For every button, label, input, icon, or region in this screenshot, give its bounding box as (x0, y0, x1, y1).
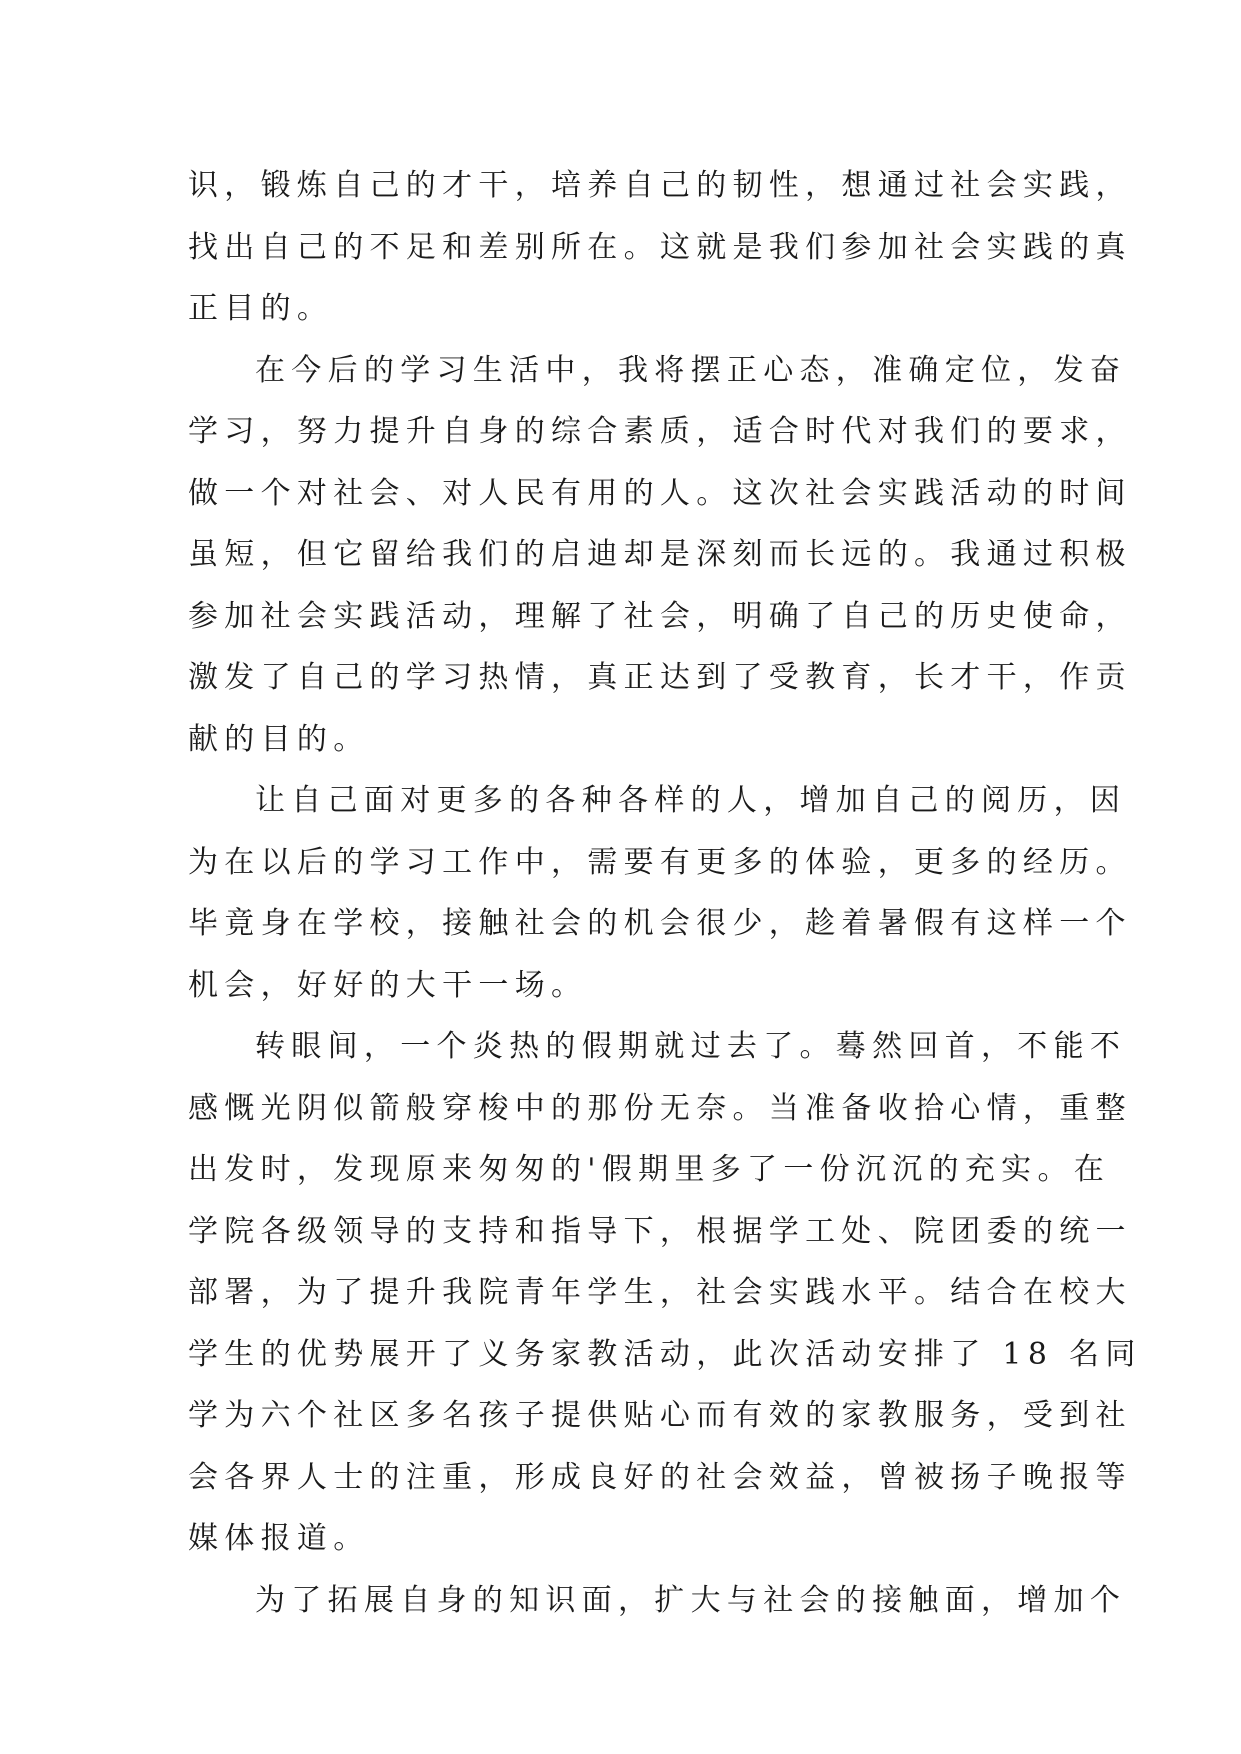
text-line: 让自己面对更多的各种各样的人，增加自己的阅历，因 (255, 783, 1127, 818)
text-line: 为在以后的学习工作中，需要有更多的体验，更多的经历。 (188, 844, 1132, 880)
text-line: 感慨光阴似箭般穿梭中的那份无奈。当准备收拾心情，重整 (188, 1090, 1132, 1126)
text-line: 做一个对社会、对人民有用的人。这次社会实践活动的时间 (188, 475, 1132, 511)
text-line: 学为六个社区多名孩子提供贴心而有效的家教服务，受到社 (188, 1398, 1132, 1433)
text-line: 学习，努力提升自身的综合素质，适合时代对我们的要求， (188, 414, 1132, 449)
paragraph (188, 1016, 1142, 1570)
text-line: 识，锻炼自己的才干，培养自己的韧性，想通过社会实践， (188, 168, 1132, 203)
text-line: 转眼间，一个炎热的假期就过去了。蓦然回首，不能不 (255, 1029, 1127, 1064)
paragraph (188, 1570, 1127, 1632)
paragraph (188, 155, 1132, 340)
text-line: 献的目的。 (188, 721, 370, 757)
text-line: 机会，好好的大干一场。 (188, 967, 588, 1003)
text-line: 正目的。 (188, 291, 334, 326)
text-line: 激发了自己的学习热情，真正达到了受教育，长才干，作贡 (188, 660, 1132, 695)
paragraph (188, 770, 1132, 1016)
text-line: 会各界人士的注重，形成良好的社会效益，曾被扬子晚报等 (188, 1459, 1132, 1495)
document-body (188, 155, 1142, 1631)
text-line: 学院各级领导的支持和指导下，根据学工处、院团委的统一 (188, 1213, 1132, 1249)
text-line: 媒体报道。 (188, 1521, 370, 1556)
text-line: 部署，为了提升我院青年学生，社会实践水平。结合在校大 (188, 1275, 1132, 1310)
text-line: 为了拓展自身的知识面，扩大与社会的接触面，增加个 (255, 1582, 1127, 1618)
text-line: 毕竟身在学校，接触社会的机会很少，趁着暑假有这样一个 (188, 906, 1132, 941)
paragraph (188, 340, 1132, 771)
text-line: 学生的优势展开了义务家教活动，此次活动安排了 18 名同 (188, 1336, 1142, 1372)
text-line: 在今后的学习生活中，我将摆正心态，准确定位，发奋 (255, 352, 1127, 388)
text-line: 虽短，但它留给我们的启迪却是深刻而长远的。我通过积极 (188, 537, 1132, 572)
text-line: 参加社会实践活动，理解了社会，明确了自己的历史使命， (188, 598, 1132, 634)
text-line: 出发时，发现原来匆匆的'假期里多了一份沉沉的充实。在 (188, 1152, 1111, 1187)
text-line: 找出自己的不足和差别所在。这就是我们参加社会实践的真 (188, 229, 1132, 265)
